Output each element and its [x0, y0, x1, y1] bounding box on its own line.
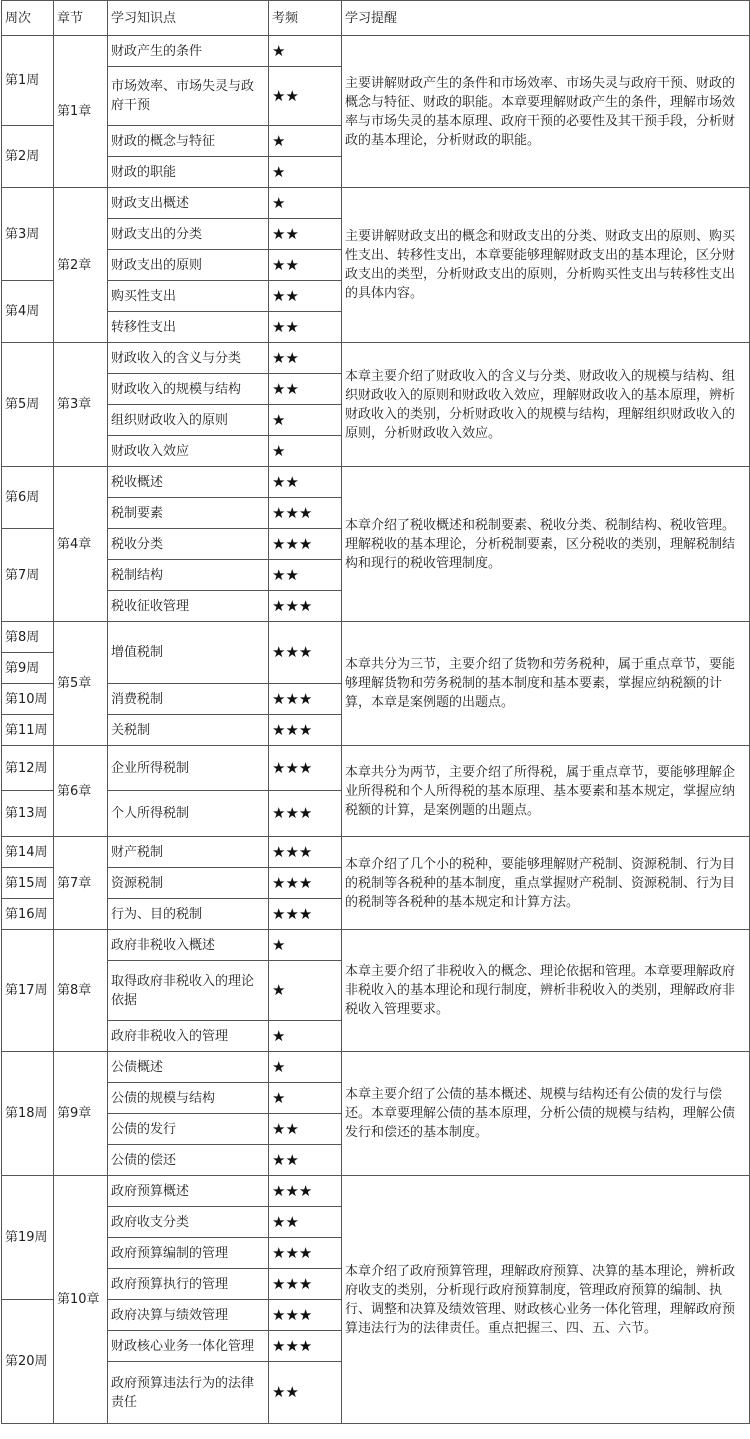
topic-cell: 取得政府非税收入的理论依据: [108, 961, 269, 1021]
frequency-stars: ★★: [269, 67, 342, 126]
topic-cell: 政府预算概述: [108, 1176, 269, 1207]
table-row: [2, 930, 750, 961]
week-cell: 第2周: [2, 126, 54, 188]
table-row: [2, 622, 750, 653]
topic-cell: 财政收入的规模与结构: [108, 374, 269, 405]
reminder-cell: 本章介绍了几个小的税种，要能够理解财产税制、资源税制、行为目的税制等各税种的基本制度，重点掌握财产税制、资源税制、行为目的税制等各税种的基本规定和计算方法。: [342, 837, 750, 930]
chapter-cell: 第8章: [54, 930, 108, 1052]
chapter-cell: 第3章: [54, 343, 108, 467]
frequency-stars: ★★★: [269, 899, 342, 930]
frequency-stars: ★★★: [269, 1269, 342, 1300]
frequency-stars: ★: [269, 1083, 342, 1114]
frequency-stars: ★★★: [269, 1176, 342, 1207]
study-plan-table: [1, 0, 750, 1424]
frequency-stars: ★★: [269, 219, 342, 250]
chapter-cell: 第6章: [54, 746, 108, 837]
topic-cell: 财政核心业务一体化管理: [108, 1331, 269, 1362]
reminder-cell: 本章介绍了政府预算管理，理解政府预算、决算的基本理论，辨析政府收支的类别，分析现行政府预算制度，管理政府预算的编制、执行、调整和决算及绩效管理、财政核心业务一体化管理，理解政府预算违法行为的法律责任。重点把握三、四、五、六节。: [342, 1176, 750, 1424]
topic-cell: 财政支出的原则: [108, 250, 269, 281]
header-frequency: 考频: [269, 1, 342, 36]
week-cell: 第15周: [2, 868, 54, 899]
week-cell: 第9周: [2, 653, 54, 684]
table-row: [2, 746, 750, 791]
frequency-stars: ★: [269, 126, 342, 157]
frequency-stars: ★★★: [269, 868, 342, 899]
reminder-cell: 本章主要介绍了公债的基本概述、规模与结构还有公债的发行与偿还。本章要理解公债的基本原理，分析公债的规模与结构，理解公债发行和偿还的基本制度。: [342, 1052, 750, 1176]
table-row: [2, 36, 750, 67]
frequency-stars: ★★: [269, 343, 342, 374]
topic-cell: 公债的偿还: [108, 1145, 269, 1176]
topic-cell: 财政支出的分类: [108, 219, 269, 250]
week-cell: 第1周: [2, 36, 54, 126]
header-reminder: 学习提醒: [342, 1, 750, 36]
week-cell: 第7周: [2, 529, 54, 622]
topic-cell: 个人所得税制: [108, 791, 269, 837]
topic-cell: 财政的概念与特征: [108, 126, 269, 157]
topic-cell: 税制要素: [108, 498, 269, 529]
topic-cell: 税收概述: [108, 467, 269, 498]
chapter-cell: 第1章: [54, 36, 108, 188]
frequency-stars: ★★★: [269, 1238, 342, 1269]
week-cell: 第5周: [2, 343, 54, 467]
week-cell: 第10周: [2, 684, 54, 715]
table-row: [2, 188, 750, 219]
frequency-stars: ★: [269, 436, 342, 467]
chapter-cell: 第7章: [54, 837, 108, 930]
header-week: 周次: [2, 1, 54, 36]
frequency-stars: ★★: [269, 250, 342, 281]
chapter-cell: 第9章: [54, 1052, 108, 1176]
topic-cell: 税制结构: [108, 560, 269, 591]
topic-cell: 税收分类: [108, 529, 269, 560]
frequency-stars: ★★★: [269, 1300, 342, 1331]
reminder-cell: 主要讲解财政产生的条件和市场效率、市场失灵与政府干预、财政的概念与特征、财政的职能。本章要理解财政产生的条件，理解市场效率与市场失灵的基本原理、政府干预的必要性及其干预手段，分析财政的基本理论，分析财政的职能。: [342, 36, 750, 188]
frequency-stars: ★★★: [269, 622, 342, 684]
header-row: [2, 1, 750, 36]
table-row: [2, 467, 750, 498]
chapter-cell: 第5章: [54, 622, 108, 746]
topic-cell: 增值税制: [108, 622, 269, 684]
frequency-stars: ★★★: [269, 591, 342, 622]
topic-cell: 行为、目的税制: [108, 899, 269, 930]
topic-cell: 企业所得税制: [108, 746, 269, 791]
frequency-stars: ★★★: [269, 746, 342, 791]
frequency-stars: ★★★: [269, 684, 342, 715]
table-row: [2, 1176, 750, 1207]
chapter-cell: 第2章: [54, 188, 108, 343]
header-chapter: 章节: [54, 1, 108, 36]
frequency-stars: ★★: [269, 312, 342, 343]
topic-cell: 政府非税收入概述: [108, 930, 269, 961]
topic-cell: 转移性支出: [108, 312, 269, 343]
frequency-stars: ★★: [269, 1145, 342, 1176]
week-cell: 第17周: [2, 930, 54, 1052]
frequency-stars: ★★: [269, 374, 342, 405]
frequency-stars: ★: [269, 188, 342, 219]
week-cell: 第16周: [2, 899, 54, 930]
table-row: [2, 343, 750, 374]
topic-cell: 消费税制: [108, 684, 269, 715]
week-cell: 第4周: [2, 281, 54, 343]
frequency-stars: ★★: [269, 560, 342, 591]
week-cell: 第13周: [2, 791, 54, 837]
frequency-stars: ★★: [269, 1362, 342, 1424]
week-cell: 第3周: [2, 188, 54, 281]
chapter-cell: 第4章: [54, 467, 108, 622]
week-cell: 第19周: [2, 1176, 54, 1300]
topic-cell: 政府决算与绩效管理: [108, 1300, 269, 1331]
frequency-stars: ★★★: [269, 837, 342, 868]
topic-cell: 政府预算编制的管理: [108, 1238, 269, 1269]
header-topic: 学习知识点: [108, 1, 269, 36]
frequency-stars: ★★: [269, 1114, 342, 1145]
topic-cell: 政府收支分类: [108, 1207, 269, 1238]
frequency-stars: ★: [269, 405, 342, 436]
topic-cell: 购买性支出: [108, 281, 269, 312]
frequency-stars: ★: [269, 1052, 342, 1083]
topic-cell: 税收征收管理: [108, 591, 269, 622]
frequency-stars: ★★★: [269, 1331, 342, 1362]
topic-cell: 组织财政收入的原则: [108, 405, 269, 436]
week-cell: 第14周: [2, 837, 54, 868]
reminder-cell: 主要讲解财政支出的概念和财政支出的分类、财政支出的原则、购买性支出、转移性支出，本章要能够理解财政支出的基本理论，区分财政支出的类型，分析财政支出的原则，分析购买性支出与转移性支出的具体内容。: [342, 188, 750, 343]
frequency-stars: ★: [269, 930, 342, 961]
table-row: [2, 837, 750, 868]
frequency-stars: ★★★: [269, 791, 342, 837]
week-cell: 第20周: [2, 1300, 54, 1424]
table-row: [2, 1052, 750, 1083]
frequency-stars: ★★★: [269, 529, 342, 560]
topic-cell: 资源税制: [108, 868, 269, 899]
frequency-stars: ★: [269, 961, 342, 1021]
topic-cell: 财政收入的含义与分类: [108, 343, 269, 374]
frequency-stars: ★: [269, 1021, 342, 1052]
topic-cell: 财政支出概述: [108, 188, 269, 219]
topic-cell: 财政的职能: [108, 157, 269, 188]
frequency-stars: ★★: [269, 281, 342, 312]
topic-cell: 财产税制: [108, 837, 269, 868]
frequency-stars: ★★: [269, 1207, 342, 1238]
topic-cell: 公债概述: [108, 1052, 269, 1083]
reminder-cell: 本章介绍了税收概述和税制要素、税收分类、税制结构、税收管理。理解税收的基本理论，分析税制要素，区分税收的类别，理解税制结构和现行的税收管理制度。: [342, 467, 750, 622]
reminder-cell: 本章主要介绍了非税收入的概念、理论依据和管理。本章要理解政府非税收入的基本理论和现行制度，辨析非税收入的类别，理解政府非税收入管理要求。: [342, 930, 750, 1052]
frequency-stars: ★★★: [269, 498, 342, 529]
topic-cell: 政府预算执行的管理: [108, 1269, 269, 1300]
topic-cell: 财政收入效应: [108, 436, 269, 467]
week-cell: 第18周: [2, 1052, 54, 1176]
topic-cell: 政府非税收入的管理: [108, 1021, 269, 1052]
topic-cell: 市场效率、市场失灵与政府干预: [108, 67, 269, 126]
reminder-cell: 本章共分为两节，主要介绍了所得税，属于重点章节，要能够理解企业所得税和个人所得税的基本原理、基本要素和基本规定，掌握应纳税额的计算，是案例题的出题点。: [342, 746, 750, 837]
frequency-stars: ★★★: [269, 715, 342, 746]
frequency-stars: ★★: [269, 467, 342, 498]
reminder-cell: 本章主要介绍了财政收入的含义与分类、财政收入的规模与结构、组织财政收入的原则和财政收入效应，理解财政收入的基本原理，辨析财政收入的类别，分析财政收入的规模与结构，理解组织财政收入的原则，分析财政收入效应。: [342, 343, 750, 467]
frequency-stars: ★: [269, 157, 342, 188]
frequency-stars: ★: [269, 36, 342, 67]
week-cell: 第6周: [2, 467, 54, 529]
reminder-cell: 本章共分为三节，主要介绍了货物和劳务税种，属于重点章节，要能够理解货物和劳务税制的基本制度和基本要素，掌握应纳税额的计算，本章是案例题的出题点。: [342, 622, 750, 746]
chapter-cell: 第10章: [54, 1176, 108, 1424]
topic-cell: 关税制: [108, 715, 269, 746]
week-cell: 第12周: [2, 746, 54, 791]
week-cell: 第11周: [2, 715, 54, 746]
topic-cell: 公债的发行: [108, 1114, 269, 1145]
week-cell: 第8周: [2, 622, 54, 653]
topic-cell: 公债的规模与结构: [108, 1083, 269, 1114]
topic-cell: 政府预算违法行为的法律责任: [108, 1362, 269, 1424]
topic-cell: 财政产生的条件: [108, 36, 269, 67]
